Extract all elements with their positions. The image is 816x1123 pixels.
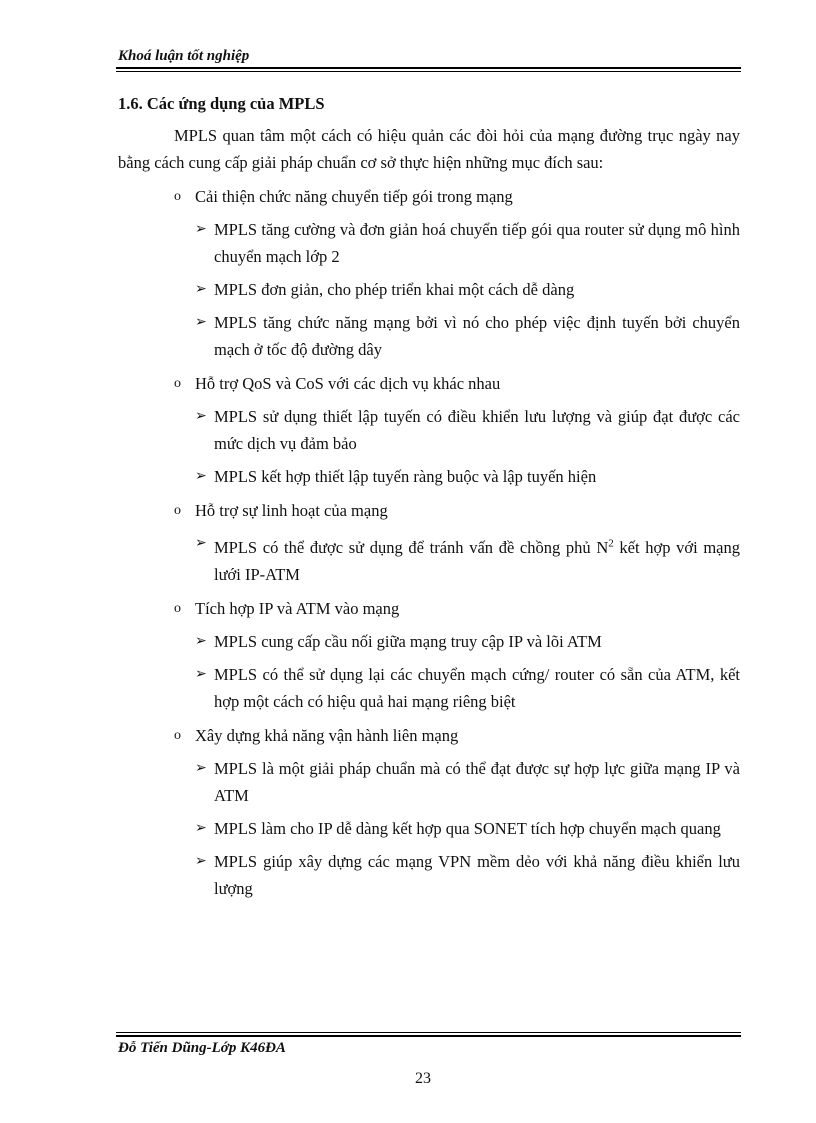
list-item-text-after: kết hợp với mạng lưới IP-ATM (214, 537, 740, 584)
list-item-text: MPLS sử dụng thiết lập tuyến có điều khiển lưu lượng và giúp đạt được các mức dịch vụ đảm bảo (214, 407, 740, 453)
list-item (118, 661, 740, 715)
list-item-text (214, 538, 740, 584)
group-heading (118, 595, 740, 622)
arrow-bullet-icon: ➢ (195, 760, 207, 776)
group-heading (118, 370, 740, 397)
arrow-bullet-icon: ➢ (195, 222, 207, 237)
arrow-bullet-icon: ➢ (195, 315, 207, 330)
group-heading-label: Xây dựng khả năng vận hành liên mạng (195, 725, 459, 745)
bullet-group (118, 595, 740, 715)
circle-bullet-icon: o (174, 189, 181, 204)
header-title: Khoá luận tốt nghiệp (118, 48, 250, 64)
list-item-text: MPLS tăng chức năng mạng bởi vì nó cho phép việc định tuyến bởi chuyển mạch ở tốc độ đường dây (214, 313, 740, 359)
arrow-bullet-icon: ➢ (195, 666, 207, 682)
group-heading-label: Cải thiện chức năng chuyển tiếp gói trong mạng (195, 187, 513, 206)
list-item (118, 403, 740, 457)
list-item-text: MPLS có thể sử dụng lại các chuyển mạch cứng/ router có sẵn của ATM, kết hợp một cách có hiệu quả hai mạng riêng biệt (214, 664, 740, 711)
bullet-group (118, 722, 740, 902)
arrow-bullet-icon: ➢ (195, 853, 207, 869)
group-heading (118, 722, 740, 749)
list-item (118, 628, 740, 655)
group-heading-label: Hỗ trợ QoS và CoS với các dịch vụ khác nhau (195, 374, 501, 393)
intro-paragraph: MPLS quan tâm một cách có hiệu quản các đòi hỏi của mạng đường trục ngày nay bằng cách cung cấp giải pháp chuẩn cơ sở thực hiện những mục đích sau: (118, 126, 740, 172)
group-heading-label: Tích hợp IP và ATM vào mạng (195, 598, 400, 618)
page-content (118, 92, 740, 902)
bullet-group (118, 370, 740, 490)
list-item (118, 848, 740, 902)
list-item-text: MPLS đơn giản, cho phép triển khai một cách dễ dàng (214, 280, 575, 299)
footer-author: Đỗ Tiến Dũng-Lớp K46ĐA (118, 1040, 286, 1056)
superscript-exponent: 2 (608, 537, 614, 549)
arrow-bullet-icon: ➢ (195, 633, 207, 649)
list-item (118, 309, 740, 363)
arrow-bullet-icon: ➢ (195, 409, 207, 424)
page-number: 23 (415, 1070, 431, 1087)
circle-bullet-icon: o (174, 503, 181, 518)
circle-bullet-icon: o (174, 727, 181, 743)
group-heading (118, 183, 740, 210)
circle-bullet-icon: o (174, 600, 181, 616)
arrow-bullet-icon: ➢ (195, 536, 207, 551)
circle-bullet-icon: o (174, 376, 181, 391)
list-item-text: MPLS làm cho IP dễ dàng kết hợp qua SONET tích hợp chuyển mạch quang (214, 818, 721, 838)
list-item-text: MPLS là một giải pháp chuẩn mà có thể đạt được sự hợp lực giữa mạng IP và ATM (214, 758, 740, 805)
list-item-text-before: MPLS có thể được sử dụng để tránh vấn đề chồng phủ N (214, 537, 609, 557)
section-title: 1.6. Các ứng dụng của MPLS (118, 94, 325, 113)
list-item (118, 216, 740, 270)
header-divider (116, 67, 741, 72)
list-item (118, 530, 740, 588)
list-item-text: MPLS tăng cường và đơn giản hoá chuyển tiếp gói qua router sử dụng mô hình chuyển mạch lớp 2 (214, 220, 740, 266)
bullet-group (118, 497, 740, 588)
list-item-text: MPLS kết hợp thiết lập tuyến ràng buộc và lập tuyến hiện (214, 467, 597, 486)
arrow-bullet-icon: ➢ (195, 469, 207, 484)
list-item (118, 755, 740, 809)
list-item-text: MPLS cung cấp cầu nối giữa mạng truy cập IP và lõi ATM (214, 631, 602, 651)
arrow-bullet-icon: ➢ (195, 282, 207, 297)
bullet-group (118, 183, 740, 363)
list-item (118, 276, 740, 303)
list-item-text: MPLS giúp xây dựng các mạng VPN mềm dẻo với khả năng điều khiển lưu lượng (214, 851, 740, 898)
list-item (118, 463, 740, 490)
group-heading (118, 497, 740, 524)
group-heading-label: Hỗ trợ sự linh hoạt của mạng (195, 501, 388, 520)
footer-divider (116, 1032, 741, 1037)
list-item (118, 815, 740, 842)
arrow-bullet-icon: ➢ (195, 820, 207, 836)
